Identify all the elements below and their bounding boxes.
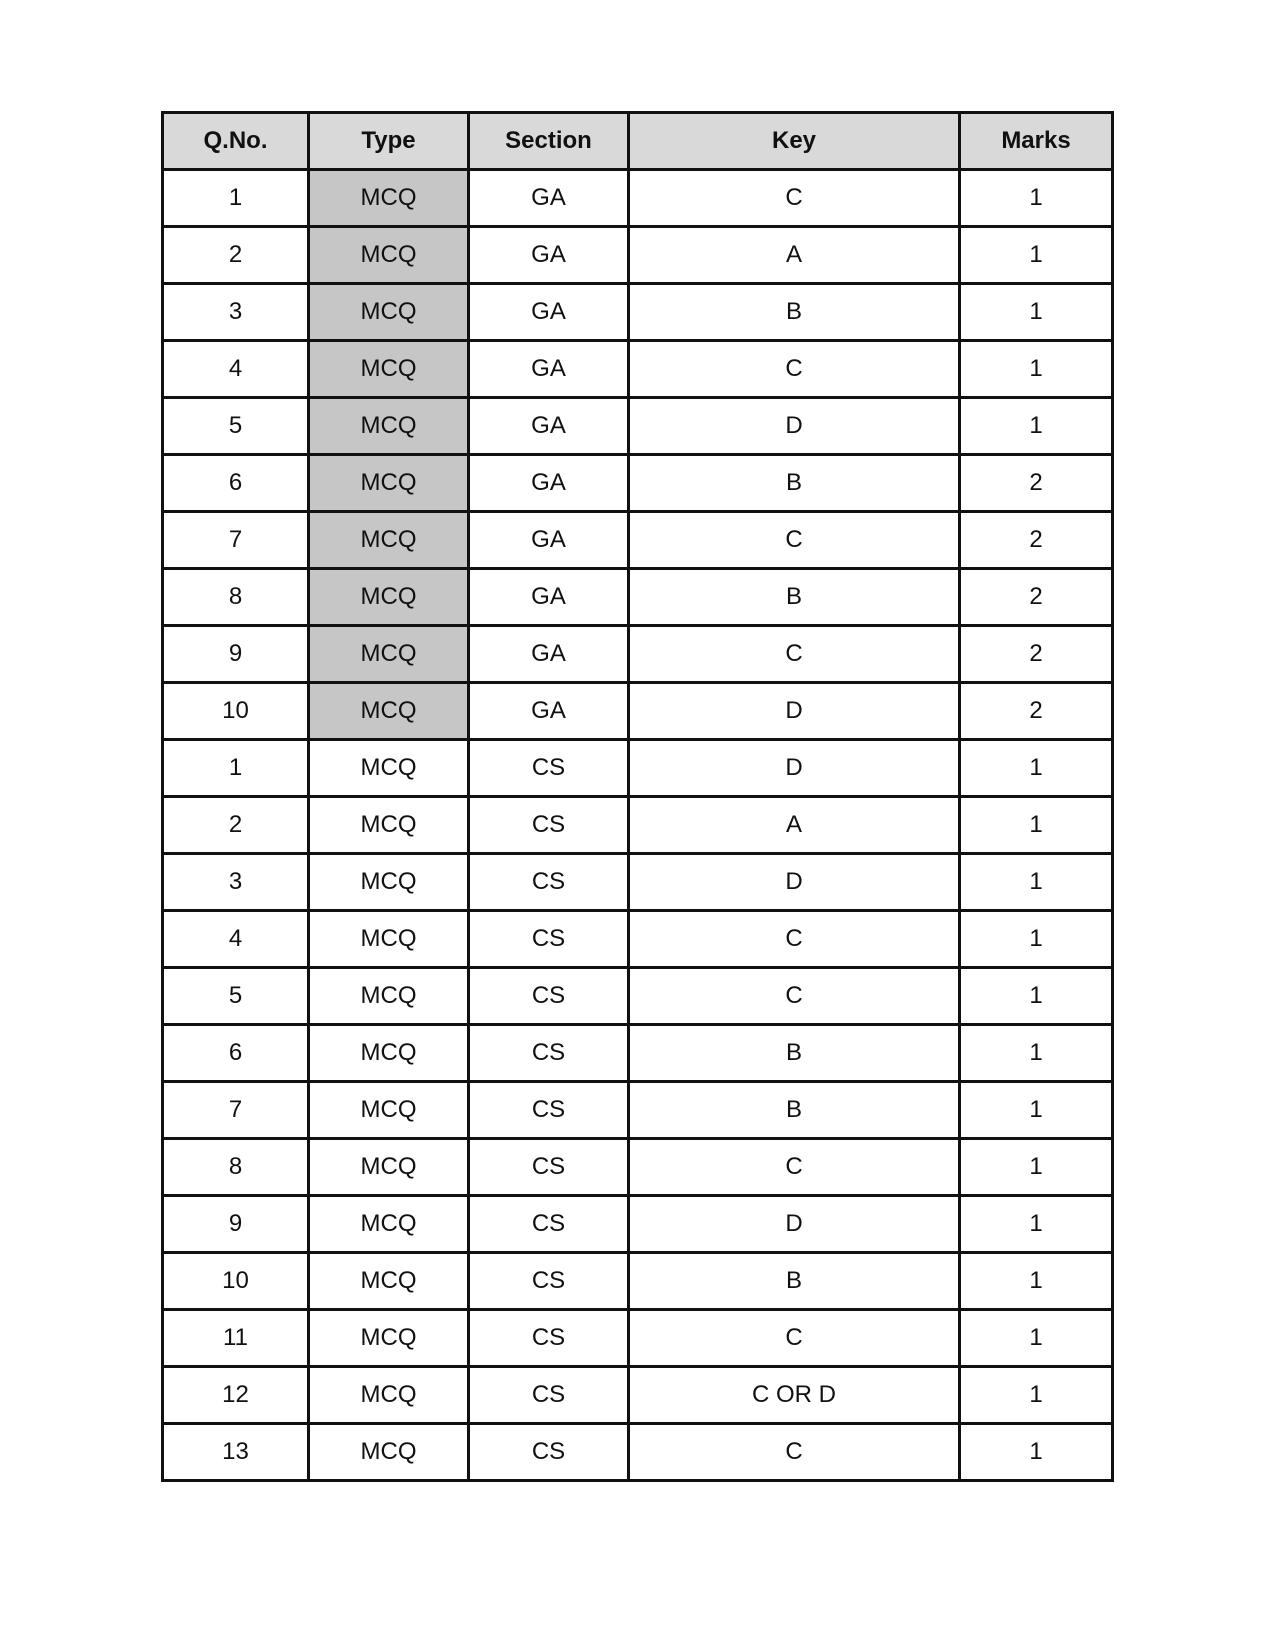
cell-key: C OR D bbox=[629, 1367, 960, 1424]
cell-marks: 1 bbox=[960, 911, 1113, 968]
cell-marks: 1 bbox=[960, 1367, 1113, 1424]
cell-section: CS bbox=[469, 911, 629, 968]
cell-section: GA bbox=[469, 284, 629, 341]
cell-type: MCQ bbox=[309, 797, 469, 854]
cell-qno: 5 bbox=[163, 968, 309, 1025]
cell-section: CS bbox=[469, 1424, 629, 1481]
cell-marks: 1 bbox=[960, 1082, 1113, 1139]
cell-qno: 11 bbox=[163, 1310, 309, 1367]
cell-section: GA bbox=[469, 683, 629, 740]
cell-type: MCQ bbox=[309, 1196, 469, 1253]
cell-section: CS bbox=[469, 968, 629, 1025]
cell-qno: 1 bbox=[163, 740, 309, 797]
cell-qno: 9 bbox=[163, 626, 309, 683]
cell-section: CS bbox=[469, 740, 629, 797]
cell-marks: 1 bbox=[960, 1310, 1113, 1367]
cell-section: CS bbox=[469, 854, 629, 911]
cell-qno: 1 bbox=[163, 170, 309, 227]
cell-type: MCQ bbox=[309, 1310, 469, 1367]
cell-marks: 2 bbox=[960, 683, 1113, 740]
answer-key-table bbox=[161, 111, 1114, 1482]
header-type: Type bbox=[309, 113, 469, 170]
cell-key: B bbox=[629, 1025, 960, 1082]
header-key: Key bbox=[629, 113, 960, 170]
cell-qno: 9 bbox=[163, 1196, 309, 1253]
cell-type: MCQ bbox=[309, 455, 469, 512]
cell-type: MCQ bbox=[309, 569, 469, 626]
cell-marks: 1 bbox=[960, 854, 1113, 911]
table-row bbox=[163, 1025, 1113, 1082]
table-row bbox=[163, 1082, 1113, 1139]
table-row bbox=[163, 1367, 1113, 1424]
cell-section: GA bbox=[469, 398, 629, 455]
cell-type: MCQ bbox=[309, 683, 469, 740]
cell-marks: 1 bbox=[960, 398, 1113, 455]
cell-marks: 1 bbox=[960, 968, 1113, 1025]
cell-key: B bbox=[629, 284, 960, 341]
cell-qno: 2 bbox=[163, 797, 309, 854]
cell-marks: 2 bbox=[960, 626, 1113, 683]
cell-section: CS bbox=[469, 1367, 629, 1424]
cell-marks: 1 bbox=[960, 170, 1113, 227]
cell-section: CS bbox=[469, 797, 629, 854]
cell-key: C bbox=[629, 1310, 960, 1367]
cell-type: MCQ bbox=[309, 1367, 469, 1424]
cell-marks: 2 bbox=[960, 569, 1113, 626]
cell-qno: 12 bbox=[163, 1367, 309, 1424]
cell-type: MCQ bbox=[309, 341, 469, 398]
header-marks: Marks bbox=[960, 113, 1113, 170]
cell-key: B bbox=[629, 569, 960, 626]
cell-section: GA bbox=[469, 512, 629, 569]
cell-type: MCQ bbox=[309, 512, 469, 569]
table-row bbox=[163, 512, 1113, 569]
cell-section: GA bbox=[469, 569, 629, 626]
table-row bbox=[163, 1310, 1113, 1367]
cell-marks: 2 bbox=[960, 512, 1113, 569]
cell-type: MCQ bbox=[309, 968, 469, 1025]
cell-type: MCQ bbox=[309, 170, 469, 227]
cell-qno: 7 bbox=[163, 512, 309, 569]
cell-key: C bbox=[629, 512, 960, 569]
cell-qno: 10 bbox=[163, 683, 309, 740]
cell-key: B bbox=[629, 1082, 960, 1139]
cell-qno: 4 bbox=[163, 911, 309, 968]
table-row bbox=[163, 740, 1113, 797]
cell-section: CS bbox=[469, 1025, 629, 1082]
cell-key: C bbox=[629, 1424, 960, 1481]
cell-key: C bbox=[629, 170, 960, 227]
cell-qno: 5 bbox=[163, 398, 309, 455]
cell-marks: 1 bbox=[960, 341, 1113, 398]
cell-key: D bbox=[629, 1196, 960, 1253]
table-row bbox=[163, 854, 1113, 911]
cell-key: A bbox=[629, 797, 960, 854]
cell-section: CS bbox=[469, 1082, 629, 1139]
table-row bbox=[163, 626, 1113, 683]
table-row bbox=[163, 455, 1113, 512]
table-row bbox=[163, 911, 1113, 968]
cell-section: GA bbox=[469, 455, 629, 512]
cell-marks: 2 bbox=[960, 455, 1113, 512]
cell-key: D bbox=[629, 854, 960, 911]
table-row bbox=[163, 683, 1113, 740]
cell-section: GA bbox=[469, 170, 629, 227]
cell-qno: 8 bbox=[163, 1139, 309, 1196]
cell-qno: 10 bbox=[163, 1253, 309, 1310]
cell-qno: 3 bbox=[163, 854, 309, 911]
cell-key: C bbox=[629, 341, 960, 398]
cell-section: GA bbox=[469, 626, 629, 683]
cell-qno: 6 bbox=[163, 1025, 309, 1082]
cell-type: MCQ bbox=[309, 740, 469, 797]
cell-type: MCQ bbox=[309, 1139, 469, 1196]
cell-qno: 13 bbox=[163, 1424, 309, 1481]
cell-qno: 6 bbox=[163, 455, 309, 512]
cell-key: B bbox=[629, 455, 960, 512]
table-row bbox=[163, 1139, 1113, 1196]
cell-key: A bbox=[629, 227, 960, 284]
table-row bbox=[163, 1196, 1113, 1253]
cell-section: GA bbox=[469, 227, 629, 284]
header-section: Section bbox=[469, 113, 629, 170]
cell-type: MCQ bbox=[309, 1082, 469, 1139]
cell-section: CS bbox=[469, 1139, 629, 1196]
cell-section: CS bbox=[469, 1253, 629, 1310]
cell-type: MCQ bbox=[309, 1424, 469, 1481]
cell-qno: 8 bbox=[163, 569, 309, 626]
cell-section: GA bbox=[469, 341, 629, 398]
cell-marks: 1 bbox=[960, 797, 1113, 854]
cell-key: C bbox=[629, 626, 960, 683]
cell-section: CS bbox=[469, 1310, 629, 1367]
cell-key: C bbox=[629, 911, 960, 968]
table-row bbox=[163, 968, 1113, 1025]
table-row bbox=[163, 1424, 1113, 1481]
header-row bbox=[163, 113, 1113, 170]
cell-marks: 1 bbox=[960, 284, 1113, 341]
table-row bbox=[163, 1253, 1113, 1310]
cell-type: MCQ bbox=[309, 284, 469, 341]
cell-type: MCQ bbox=[309, 1025, 469, 1082]
table-row bbox=[163, 398, 1113, 455]
cell-qno: 7 bbox=[163, 1082, 309, 1139]
cell-type: MCQ bbox=[309, 1253, 469, 1310]
cell-type: MCQ bbox=[309, 398, 469, 455]
cell-marks: 1 bbox=[960, 1424, 1113, 1481]
header-qno: Q.No. bbox=[163, 113, 309, 170]
table-row bbox=[163, 797, 1113, 854]
cell-type: MCQ bbox=[309, 626, 469, 683]
table-row bbox=[163, 227, 1113, 284]
cell-key: D bbox=[629, 398, 960, 455]
cell-type: MCQ bbox=[309, 911, 469, 968]
cell-key: D bbox=[629, 740, 960, 797]
cell-type: MCQ bbox=[309, 227, 469, 284]
cell-marks: 1 bbox=[960, 1025, 1113, 1082]
cell-qno: 2 bbox=[163, 227, 309, 284]
cell-key: C bbox=[629, 1139, 960, 1196]
cell-type: MCQ bbox=[309, 854, 469, 911]
table-row bbox=[163, 569, 1113, 626]
cell-section: CS bbox=[469, 1196, 629, 1253]
cell-marks: 1 bbox=[960, 1253, 1113, 1310]
table-row bbox=[163, 170, 1113, 227]
cell-marks: 1 bbox=[960, 1196, 1113, 1253]
cell-key: D bbox=[629, 683, 960, 740]
table-row bbox=[163, 284, 1113, 341]
cell-key: B bbox=[629, 1253, 960, 1310]
cell-marks: 1 bbox=[960, 1139, 1113, 1196]
cell-key: C bbox=[629, 968, 960, 1025]
cell-qno: 3 bbox=[163, 284, 309, 341]
cell-qno: 4 bbox=[163, 341, 309, 398]
table-row bbox=[163, 341, 1113, 398]
cell-marks: 1 bbox=[960, 227, 1113, 284]
table-body bbox=[163, 170, 1113, 1481]
cell-marks: 1 bbox=[960, 740, 1113, 797]
